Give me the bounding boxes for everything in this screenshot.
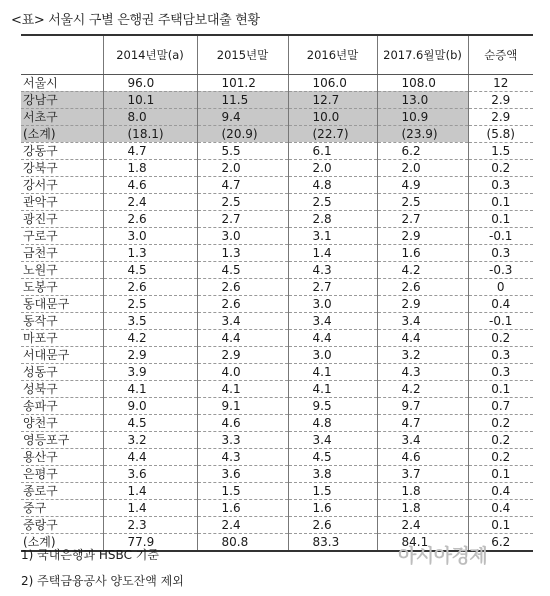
district-cell: 은평구 — [21, 465, 103, 482]
value-cell: 3.0 — [103, 227, 197, 244]
table-row — [21, 397, 533, 414]
value-cell: 2.9 — [377, 295, 468, 312]
value-cell: 2.0 — [288, 159, 377, 176]
value-cell: 4.7 — [197, 176, 288, 193]
value-cell: 2.7 — [288, 278, 377, 295]
value-cell: 1.8 — [103, 159, 197, 176]
value-cell: 3.4 — [377, 431, 468, 448]
increase-cell: 0.2 — [468, 159, 533, 176]
district-cell: 동대문구 — [21, 295, 103, 312]
increase-cell: 0.1 — [468, 380, 533, 397]
value-cell: 4.1 — [103, 380, 197, 397]
increase-cell: 0.1 — [468, 516, 533, 533]
district-cell: 동작구 — [21, 312, 103, 329]
increase-cell: 0.2 — [468, 431, 533, 448]
footnote: 1) 국내은행과 HSBC 기준 — [21, 548, 159, 562]
value-cell: 10.0 — [288, 108, 377, 125]
value-cell: 8.0 — [103, 108, 197, 125]
increase-cell: 0.1 — [468, 210, 533, 227]
value-cell: 77.9 — [103, 533, 197, 551]
value-cell: 4.5 — [288, 448, 377, 465]
value-cell: 1.5 — [197, 482, 288, 499]
table-row — [21, 125, 533, 142]
district-cell: 강북구 — [21, 159, 103, 176]
table-row — [21, 363, 533, 380]
value-cell: 1.4 — [103, 499, 197, 516]
value-cell: 84.1 — [377, 533, 468, 551]
district-cell: 서초구 — [21, 108, 103, 125]
table-row — [21, 261, 533, 278]
value-cell: 4.6 — [377, 448, 468, 465]
table-row — [21, 244, 533, 261]
value-cell: 4.1 — [197, 380, 288, 397]
value-cell: 4.9 — [377, 176, 468, 193]
value-cell: 4.1 — [288, 363, 377, 380]
value-cell: 3.5 — [103, 312, 197, 329]
increase-cell: 0.3 — [468, 346, 533, 363]
value-cell: 2.6 — [197, 295, 288, 312]
table-row — [21, 295, 533, 312]
increase-cell: 6.2 — [468, 533, 533, 551]
table-row — [21, 74, 533, 91]
value-cell: 4.4 — [377, 329, 468, 346]
value-cell: 3.6 — [103, 465, 197, 482]
value-cell: 2.5 — [103, 295, 197, 312]
value-cell: 3.4 — [377, 312, 468, 329]
increase-cell: 0.3 — [468, 176, 533, 193]
value-cell: 3.3 — [197, 431, 288, 448]
value-cell: (23.9) — [377, 125, 468, 142]
value-cell: 2.6 — [197, 278, 288, 295]
value-cell: 4.3 — [197, 448, 288, 465]
value-cell: 2.9 — [103, 346, 197, 363]
district-cell: 노원구 — [21, 261, 103, 278]
district-cell: 마포구 — [21, 329, 103, 346]
value-cell: (22.7) — [288, 125, 377, 142]
district-cell: 강남구 — [21, 91, 103, 108]
value-cell: 13.0 — [377, 91, 468, 108]
value-cell: 2.6 — [103, 210, 197, 227]
table-row — [21, 312, 533, 329]
value-cell: 3.0 — [197, 227, 288, 244]
value-cell: 4.8 — [288, 414, 377, 431]
value-cell: (18.1) — [103, 125, 197, 142]
district-cell: 양천구 — [21, 414, 103, 431]
increase-cell: 2.9 — [468, 91, 533, 108]
value-cell: 10.1 — [103, 91, 197, 108]
increase-cell: 0.2 — [468, 414, 533, 431]
value-cell: 4.4 — [103, 448, 197, 465]
value-cell: 96.0 — [103, 74, 197, 91]
value-cell: 1.6 — [197, 499, 288, 516]
value-cell: 2.0 — [197, 159, 288, 176]
table-row — [21, 465, 533, 482]
table-row — [21, 91, 533, 108]
table-row — [21, 380, 533, 397]
value-cell: 4.2 — [103, 329, 197, 346]
value-cell: 2.8 — [288, 210, 377, 227]
district-cell: 도봉구 — [21, 278, 103, 295]
increase-cell: 0.4 — [468, 295, 533, 312]
value-cell: 1.8 — [377, 499, 468, 516]
district-cell: 종로구 — [21, 482, 103, 499]
value-cell: 6.2 — [377, 142, 468, 159]
value-cell: 2.6 — [288, 516, 377, 533]
value-cell: 2.5 — [197, 193, 288, 210]
increase-cell: 0.4 — [468, 482, 533, 499]
table-row — [21, 210, 533, 227]
table-row — [21, 278, 533, 295]
value-cell: 3.6 — [197, 465, 288, 482]
district-cell: 중랑구 — [21, 516, 103, 533]
table-row — [21, 176, 533, 193]
value-cell: 3.1 — [288, 227, 377, 244]
value-cell: 3.0 — [288, 295, 377, 312]
table-row — [21, 414, 533, 431]
district-cell: 관악구 — [21, 193, 103, 210]
value-cell: 106.0 — [288, 74, 377, 91]
value-cell: 5.5 — [197, 142, 288, 159]
district-cell: 송파구 — [21, 397, 103, 414]
value-cell: 2.5 — [377, 193, 468, 210]
table-row — [21, 142, 533, 159]
district-cell: 중구 — [21, 499, 103, 516]
value-cell: 4.0 — [197, 363, 288, 380]
mortgage-table — [21, 34, 533, 552]
value-cell: 4.6 — [103, 176, 197, 193]
value-cell: 9.1 — [197, 397, 288, 414]
table-row — [21, 346, 533, 363]
value-cell: 4.6 — [197, 414, 288, 431]
value-cell: 3.2 — [377, 346, 468, 363]
increase-cell: (5.8) — [468, 125, 533, 142]
value-cell: 108.0 — [377, 74, 468, 91]
increase-cell: 0.3 — [468, 363, 533, 380]
district-cell: (소계) — [21, 533, 103, 551]
increase-cell: 0.2 — [468, 329, 533, 346]
table-row — [21, 193, 533, 210]
value-cell: 2.5 — [288, 193, 377, 210]
table-row — [21, 448, 533, 465]
value-cell: 3.2 — [103, 431, 197, 448]
district-cell: 서대문구 — [21, 346, 103, 363]
value-cell: 4.2 — [377, 380, 468, 397]
increase-cell: 0 — [468, 278, 533, 295]
value-cell: 2.6 — [377, 278, 468, 295]
district-cell: 금천구 — [21, 244, 103, 261]
value-cell: 3.4 — [288, 431, 377, 448]
table-row — [21, 159, 533, 176]
value-cell: 2.9 — [377, 227, 468, 244]
increase-cell: 0.2 — [468, 448, 533, 465]
value-cell: 4.3 — [288, 261, 377, 278]
increase-cell: 12 — [468, 74, 533, 91]
value-cell: 1.5 — [288, 482, 377, 499]
header-cell: 순증액 — [468, 35, 533, 74]
district-cell: 광진구 — [21, 210, 103, 227]
value-cell: 9.4 — [197, 108, 288, 125]
value-cell: 9.0 — [103, 397, 197, 414]
value-cell: 3.4 — [197, 312, 288, 329]
value-cell: 9.7 — [377, 397, 468, 414]
header-cell: 2015년말 — [197, 35, 288, 74]
value-cell: 4.5 — [103, 261, 197, 278]
value-cell: 2.6 — [103, 278, 197, 295]
increase-cell: 0.1 — [468, 465, 533, 482]
table-title: <표> 서울시 구별 은행권 주택담보대출 현황 — [11, 13, 260, 28]
value-cell: 11.5 — [197, 91, 288, 108]
value-cell: 2.4 — [377, 516, 468, 533]
table-row — [21, 482, 533, 499]
header-cell — [21, 35, 103, 74]
district-cell: 영등포구 — [21, 431, 103, 448]
district-cell: (소계) — [21, 125, 103, 142]
increase-cell: 0.7 — [468, 397, 533, 414]
value-cell: 3.8 — [288, 465, 377, 482]
value-cell: 1.8 — [377, 482, 468, 499]
value-cell: 6.1 — [288, 142, 377, 159]
value-cell: 9.5 — [288, 397, 377, 414]
value-cell: 1.3 — [197, 244, 288, 261]
value-cell: 4.4 — [197, 329, 288, 346]
increase-cell: 1.5 — [468, 142, 533, 159]
publisher-logo: 아시아경제 — [398, 545, 488, 567]
value-cell: 4.5 — [103, 414, 197, 431]
value-cell: 2.0 — [377, 159, 468, 176]
value-cell: 4.2 — [377, 261, 468, 278]
value-cell: 1.3 — [103, 244, 197, 261]
header-cell: 2016년말 — [288, 35, 377, 74]
header-cell: 2017.6월말(b) — [377, 35, 468, 74]
district-cell: 강동구 — [21, 142, 103, 159]
value-cell: 2.9 — [197, 346, 288, 363]
value-cell: 1.4 — [288, 244, 377, 261]
value-cell: 4.1 — [288, 380, 377, 397]
value-cell: 12.7 — [288, 91, 377, 108]
value-cell: 4.4 — [288, 329, 377, 346]
table-row — [21, 431, 533, 448]
district-cell: 서울시 — [21, 74, 103, 91]
value-cell: (20.9) — [197, 125, 288, 142]
table-row — [21, 516, 533, 533]
increase-cell: 2.9 — [468, 108, 533, 125]
district-cell: 성동구 — [21, 363, 103, 380]
value-cell: 4.3 — [377, 363, 468, 380]
value-cell: 3.7 — [377, 465, 468, 482]
table-row — [21, 329, 533, 346]
value-cell: 3.4 — [288, 312, 377, 329]
value-cell: 4.7 — [377, 414, 468, 431]
header-cell: 2014년말(a) — [103, 35, 197, 74]
value-cell: 2.4 — [103, 193, 197, 210]
value-cell: 3.9 — [103, 363, 197, 380]
value-cell: 4.7 — [103, 142, 197, 159]
value-cell: 3.0 — [288, 346, 377, 363]
value-cell: 80.8 — [197, 533, 288, 551]
footnote: 2) 주택금융공사 양도잔액 제외 — [21, 574, 184, 588]
value-cell: 83.3 — [288, 533, 377, 551]
header-row — [21, 35, 533, 74]
value-cell: 4.8 — [288, 176, 377, 193]
value-cell: 2.3 — [103, 516, 197, 533]
value-cell: 10.9 — [377, 108, 468, 125]
value-cell: 1.6 — [288, 499, 377, 516]
table-row — [21, 108, 533, 125]
district-cell: 용산구 — [21, 448, 103, 465]
value-cell: 1.4 — [103, 482, 197, 499]
value-cell: 4.5 — [197, 261, 288, 278]
value-cell: 2.7 — [197, 210, 288, 227]
table-row — [21, 499, 533, 516]
value-cell: 101.2 — [197, 74, 288, 91]
increase-cell: -0.1 — [468, 227, 533, 244]
increase-cell: -0.3 — [468, 261, 533, 278]
value-cell: 2.7 — [377, 210, 468, 227]
district-cell: 성북구 — [21, 380, 103, 397]
value-cell: 1.6 — [377, 244, 468, 261]
increase-cell: 0.1 — [468, 193, 533, 210]
district-cell: 강서구 — [21, 176, 103, 193]
table-row — [21, 227, 533, 244]
increase-cell: 0.4 — [468, 499, 533, 516]
increase-cell: -0.1 — [468, 312, 533, 329]
increase-cell: 0.3 — [468, 244, 533, 261]
value-cell: 2.4 — [197, 516, 288, 533]
district-cell: 구로구 — [21, 227, 103, 244]
